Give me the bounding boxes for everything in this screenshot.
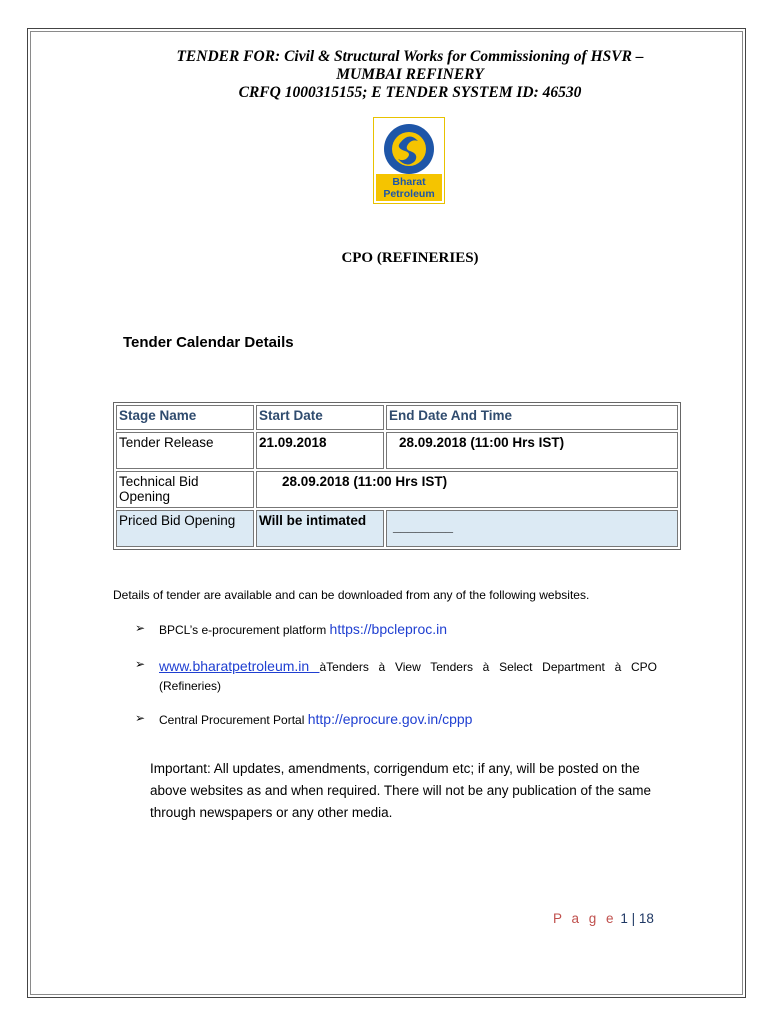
end-date-cell: 28.09.2018 (11:00 Hrs IST) — [386, 432, 678, 469]
table-header-row — [116, 405, 678, 430]
arrow-bullet-icon: ➢ — [135, 711, 146, 725]
tender-title-line-3: CRFQ 1000315155; E TENDER SYSTEM ID: 46530 — [238, 84, 582, 101]
list-item — [135, 657, 657, 696]
table-row — [116, 510, 678, 547]
page-separator: | — [631, 911, 636, 926]
details-intro: Details of tender are available and can be downloaded from any of the following websites. — [113, 588, 590, 602]
column-header-stage: Stage Name — [116, 405, 254, 430]
table-row — [116, 471, 678, 508]
tender-calendar-table — [113, 402, 681, 550]
page-total: 18 — [638, 911, 654, 926]
start-date-cell: Will be intimated — [256, 510, 384, 547]
calendar-heading: Tender Calendar Details — [123, 334, 294, 351]
site-label: Central Procurement Portal — [159, 713, 308, 727]
arrow-bullet-icon: ➢ — [135, 657, 146, 671]
bharatpetroleum-link[interactable]: www.bharatpetroleum.in — [159, 658, 320, 674]
bpcleproc-link[interactable]: https://bpcleproc.in — [329, 621, 448, 637]
stage-cell: Technical Bid Opening — [116, 471, 254, 508]
department-heading: CPO (REFINERIES) — [341, 250, 479, 266]
tender-title-line-2: MUMBAI REFINERY — [336, 66, 484, 83]
list-item — [135, 711, 472, 727]
logo-text-line-1: Bharat — [392, 176, 426, 188]
bharat-petroleum-logo — [373, 117, 445, 204]
page-number: 1 — [620, 911, 628, 926]
list-item — [135, 621, 447, 637]
important-notice: Important: All updates, amendments, corrigendum etc; if any, will be posted on the above websites as and when required. There will not be any publication of the same through newspapers or any other media. — [150, 761, 652, 820]
page-label: P a g e — [553, 911, 617, 926]
site-navigation-path: àTenders à View Tenders à Select Department à CPO (Refineries) — [159, 660, 657, 693]
eprocure-link[interactable]: http://eprocure.gov.in/cppp — [307, 711, 473, 727]
page-footer — [553, 911, 654, 926]
stage-cell: Priced Bid Opening — [116, 510, 254, 547]
stage-cell: Tender Release — [116, 432, 254, 469]
table-row — [116, 432, 678, 469]
merged-date-cell: 28.09.2018 (11:00 Hrs IST) — [256, 471, 678, 508]
end-date-cell — [386, 510, 678, 547]
start-date-cell: 21.09.2018 — [256, 432, 384, 469]
site-label: BPCL’s e-procurement platform — [159, 623, 330, 637]
end-date-blank: ________ — [393, 519, 454, 534]
tender-title-line-1: TENDER FOR: Civil & Structural Works for Commissioning of HSVR – — [176, 48, 644, 65]
column-header-end: End Date And Time — [386, 405, 678, 430]
arrow-bullet-icon: ➢ — [135, 621, 146, 635]
logo-text-line-2: Petroleum — [383, 188, 435, 200]
column-header-start: Start Date — [256, 405, 384, 430]
